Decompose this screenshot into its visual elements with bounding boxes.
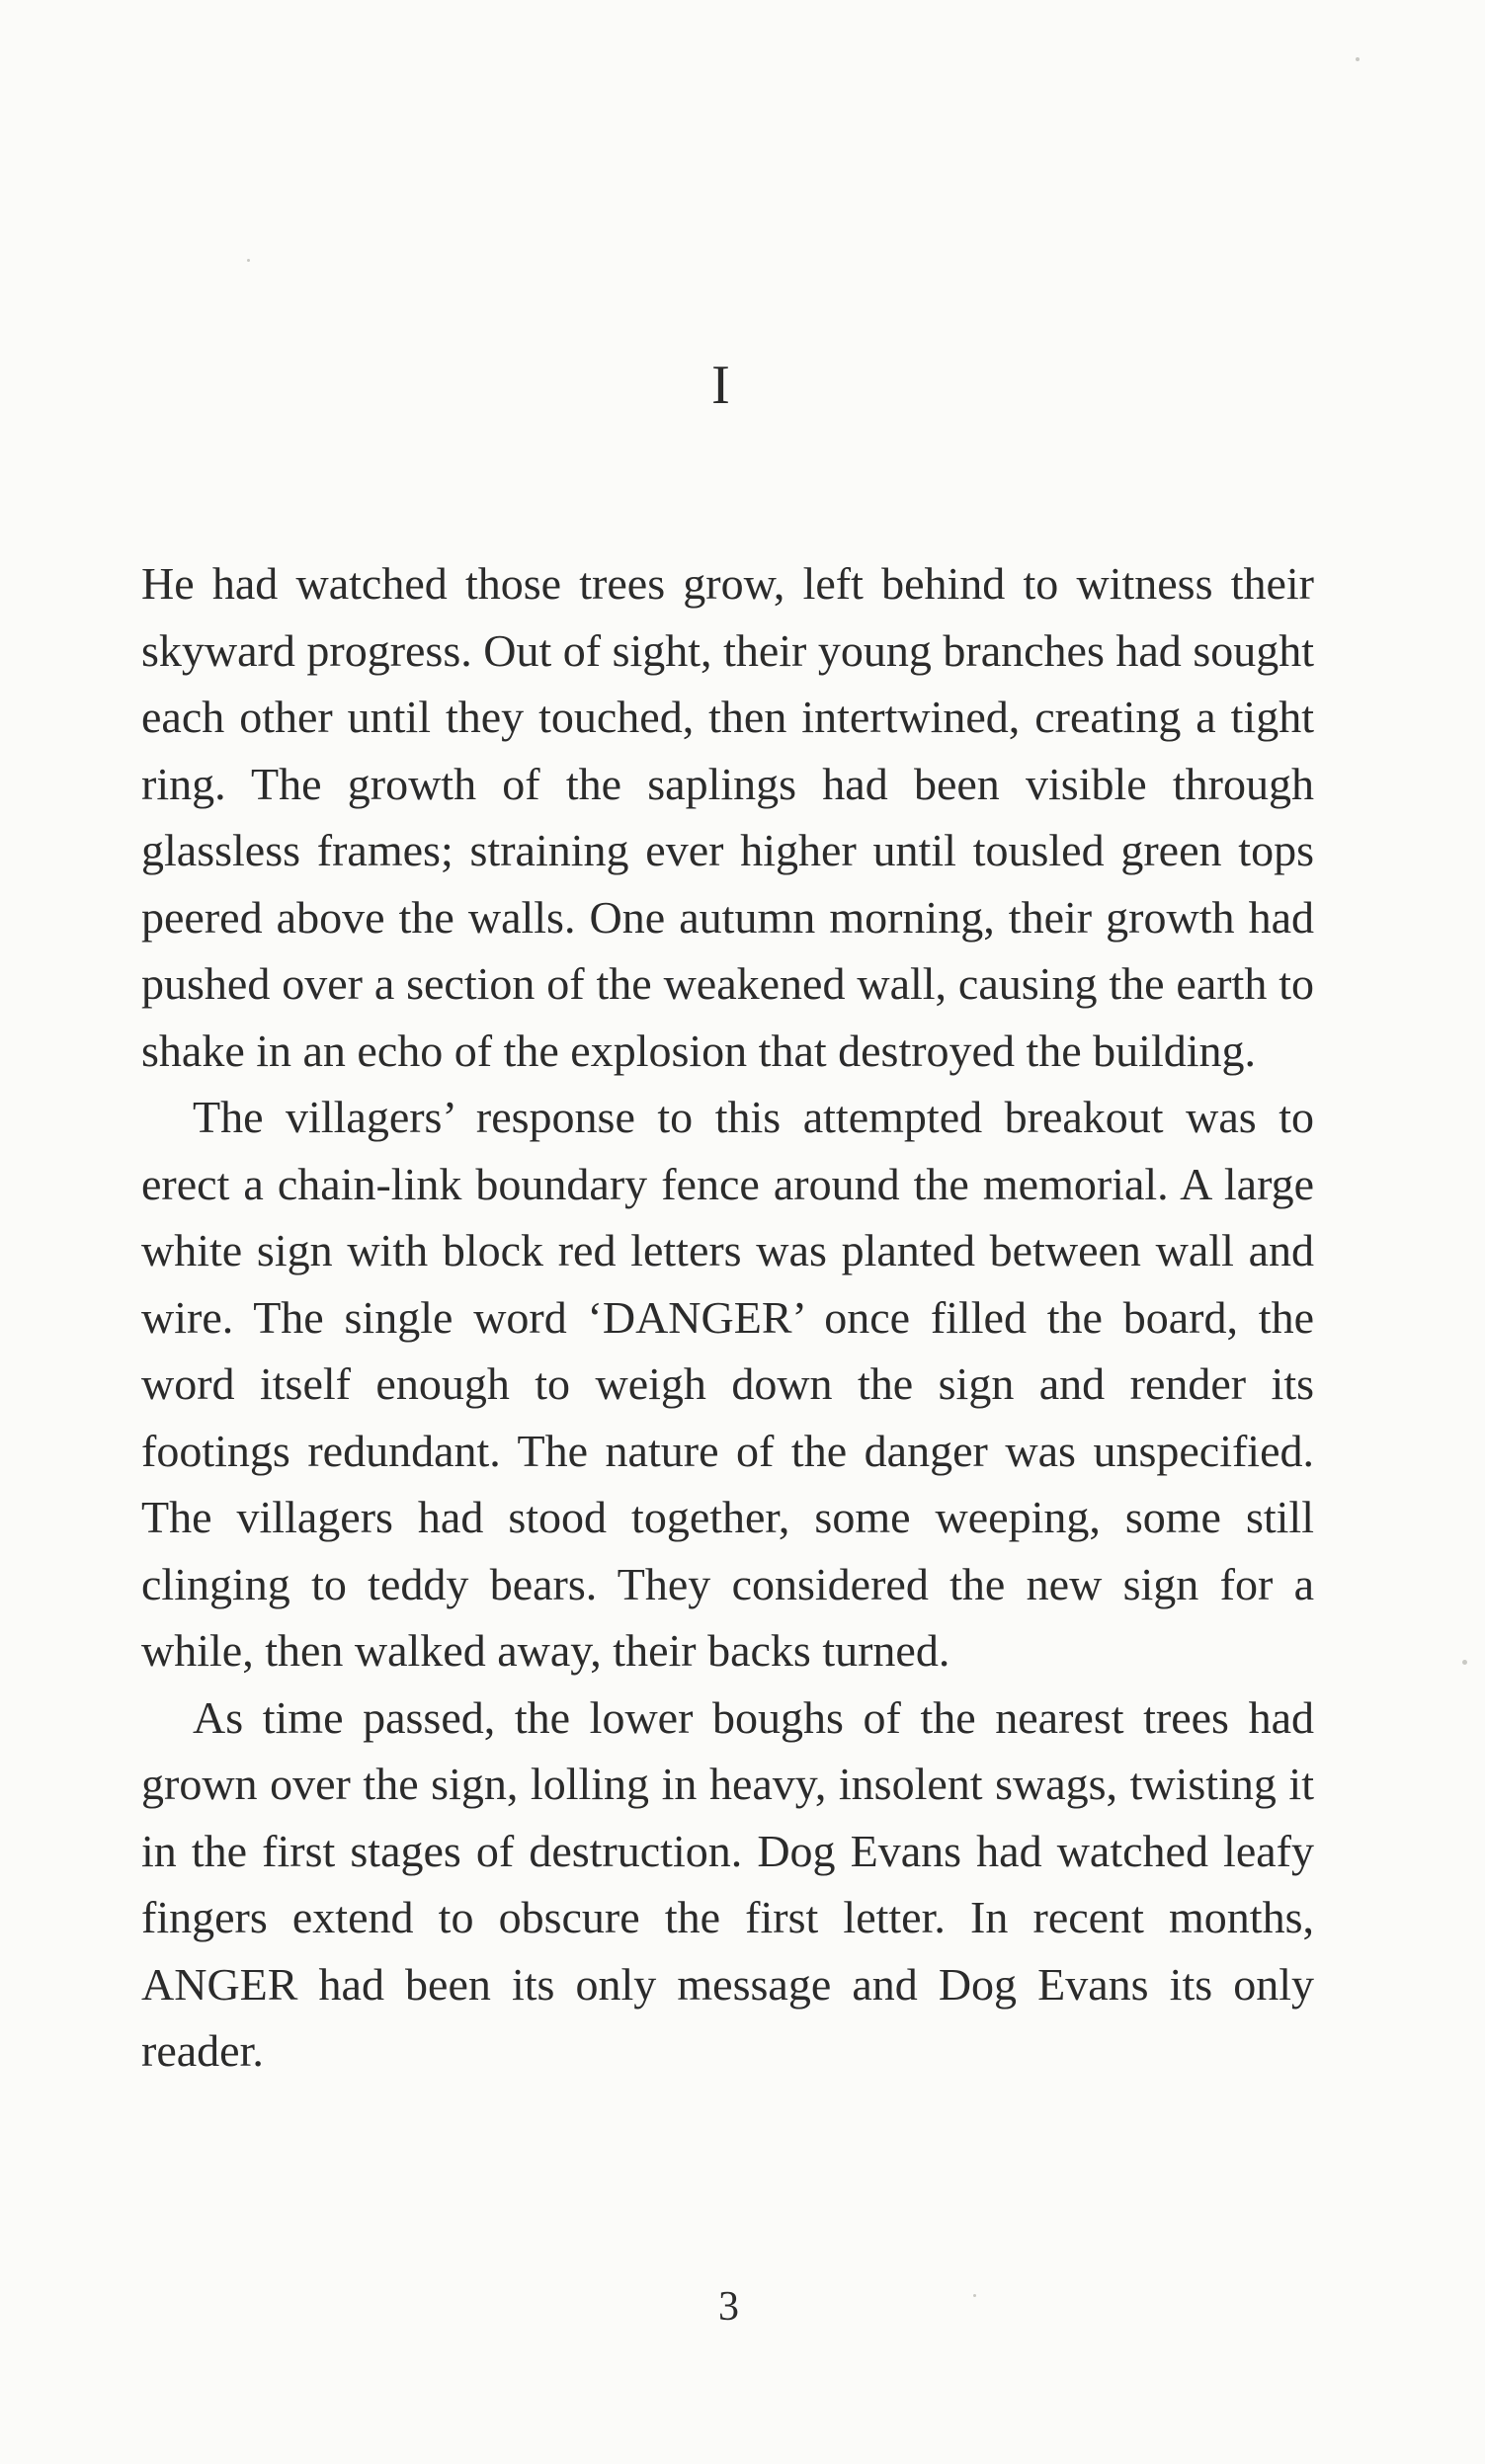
- paragraph: The villagers’ response to this attempted breakout was to erect a chain-link boundary fence around the memorial. A large white sign with block red letters was planted between wall and wire. The single word ‘DANGER’ once filled the board, the word itself enough to weigh down the sign and render its footings redundant. The nature of the danger was unspecified. The villagers had stood together, some weeping, some still clinging to teddy bears. They considered the new sign for a while, then walked away, their backs turned.: [141, 1092, 1314, 1676]
- paper-speck: [1356, 57, 1360, 61]
- chapter-body-text: [141, 550, 1314, 2085]
- paper-speck: [1462, 1660, 1467, 1665]
- paragraph: He had watched those trees grow, left behind to witness their skyward progress. Out of sight, their young branches had sought each other until they touched, then intertwined, creating a tight ring. The growth of the saplings had been visible through glassless frames; straining ever higher until tousled green tops peered above the walls. One autumn morning, their growth had pushed over a section of the weakened wall, causing the earth to shake in an echo of the explosion that destroyed the building.: [141, 558, 1314, 1076]
- paper-speck: [247, 259, 250, 262]
- paragraph: As time passed, the lower boughs of the nearest trees had grown over the sign, lolling in heavy, insolent swags, twisting it in the first stages of destruction. Dog Evans had watched leafy fingers extend to obscure the first letter. In recent months, ANGER had been its only message and Dog Evans its only reader.: [141, 1691, 1314, 2076]
- chapter-number: I: [711, 355, 731, 416]
- page-number: 3: [718, 2284, 739, 2330]
